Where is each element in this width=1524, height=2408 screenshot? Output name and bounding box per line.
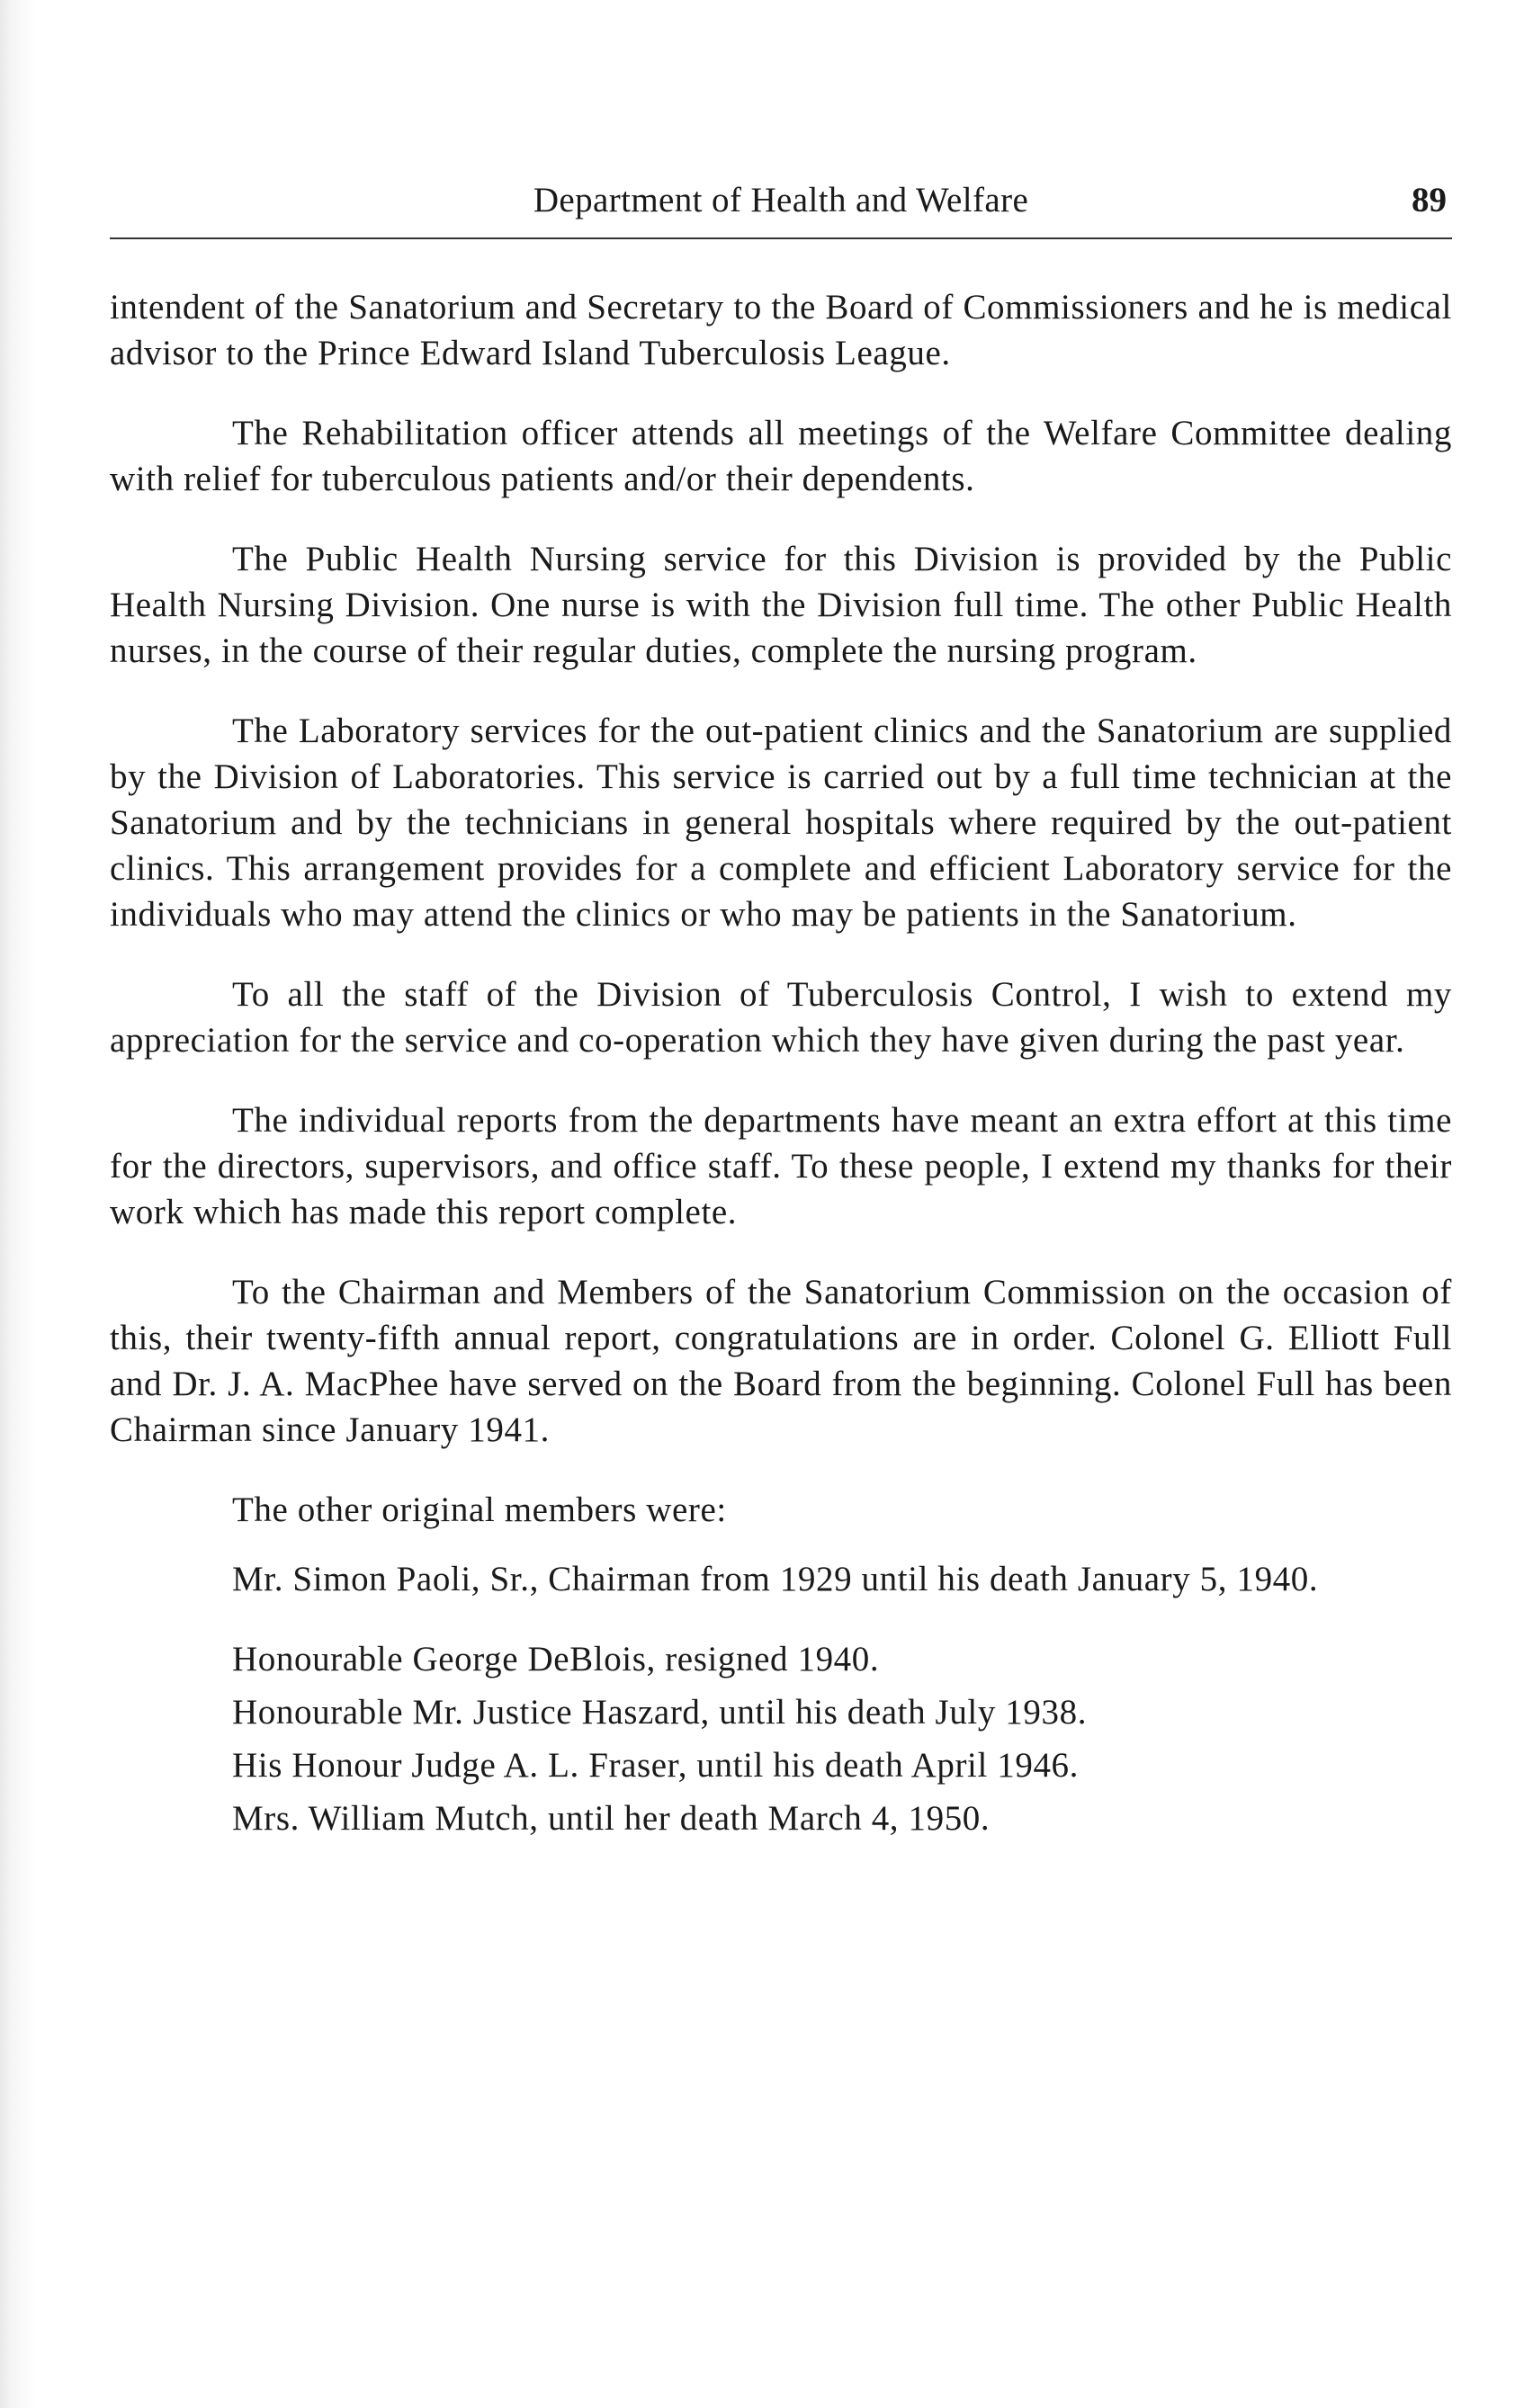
paragraph-rehabilitation: The Rehabilitation officer attends all meetings of the Welfare Committee dealing with relief for tuberculous patients and/or their dependents. xyxy=(110,414,1452,498)
member-list xyxy=(110,1636,1452,1841)
paragraph-commission: To the Chairman and Members of the Sanatorium Commission on the occasion of this, their twenty-fifth annual report, congratulations are in order. Colonel G. Elliott Full and Dr. J. A. MacPhee have served on the Board from the beginning. Colonel Full has been Chairman since January 1941. xyxy=(110,1273,1452,1449)
paragraph-nursing: The Public Health Nursing service for this Division is provided by the Public Health Nursing Division. One nurse is with the Division full time. The other Public Health nurses, in the course of their regular duties, complete the nursing program. xyxy=(110,540,1452,670)
body-text xyxy=(110,284,1452,1849)
paragraph-laboratory: The Laboratory services for the out-patient clinics and the Sanatorium are supplied by the Division of Laboratories. This service is carried out by a full time technician at the Sanatorium and by the technicians in general hospitals where required by the out-patient clinics. This arrangement provides for a complete and efficient Laboratory service for the individuals who may attend the clinics or who may be patients in the Sanatorium. xyxy=(110,712,1452,934)
paragraph-continuation: intendent of the Sanatorium and Secretary to the Board of Commissioners and he is medical advisor to the Prince Edward Island Tuberculosis League. xyxy=(110,288,1452,372)
list-item: Honourable George DeBlois, resigned 1940. xyxy=(232,1640,880,1678)
paragraph-paoli: Mr. Simon Paoli, Sr., Chairman from 1929 until his death January 5, 1940. xyxy=(232,1560,1319,1598)
list-item: Honourable Mr. Justice Haszard, until his death July 1938. xyxy=(232,1693,1088,1732)
page-number: 89 xyxy=(1412,181,1447,219)
paragraph-reports: The individual reports from the departments have meant an extra effort at this time for the directors, supervisors, and office staff. To these people, I extend my thanks for their work which has made this report complete. xyxy=(110,1101,1452,1231)
page-header xyxy=(110,176,1452,239)
running-head: Department of Health and Welfare xyxy=(533,181,1029,219)
list-item: His Honour Judge A. L. Fraser, until his death April 1946. xyxy=(232,1746,1079,1785)
paragraph-members-intro: The other original members were: xyxy=(232,1490,727,1529)
paragraph-staff-thanks: To all the staff of the Division of Tuberculosis Control, I wish to extend my appreciation for the service and co-operation which they have given during the past year. xyxy=(110,975,1452,1060)
list-item: Mrs. William Mutch, until her death March 4, 1950. xyxy=(232,1799,991,1838)
